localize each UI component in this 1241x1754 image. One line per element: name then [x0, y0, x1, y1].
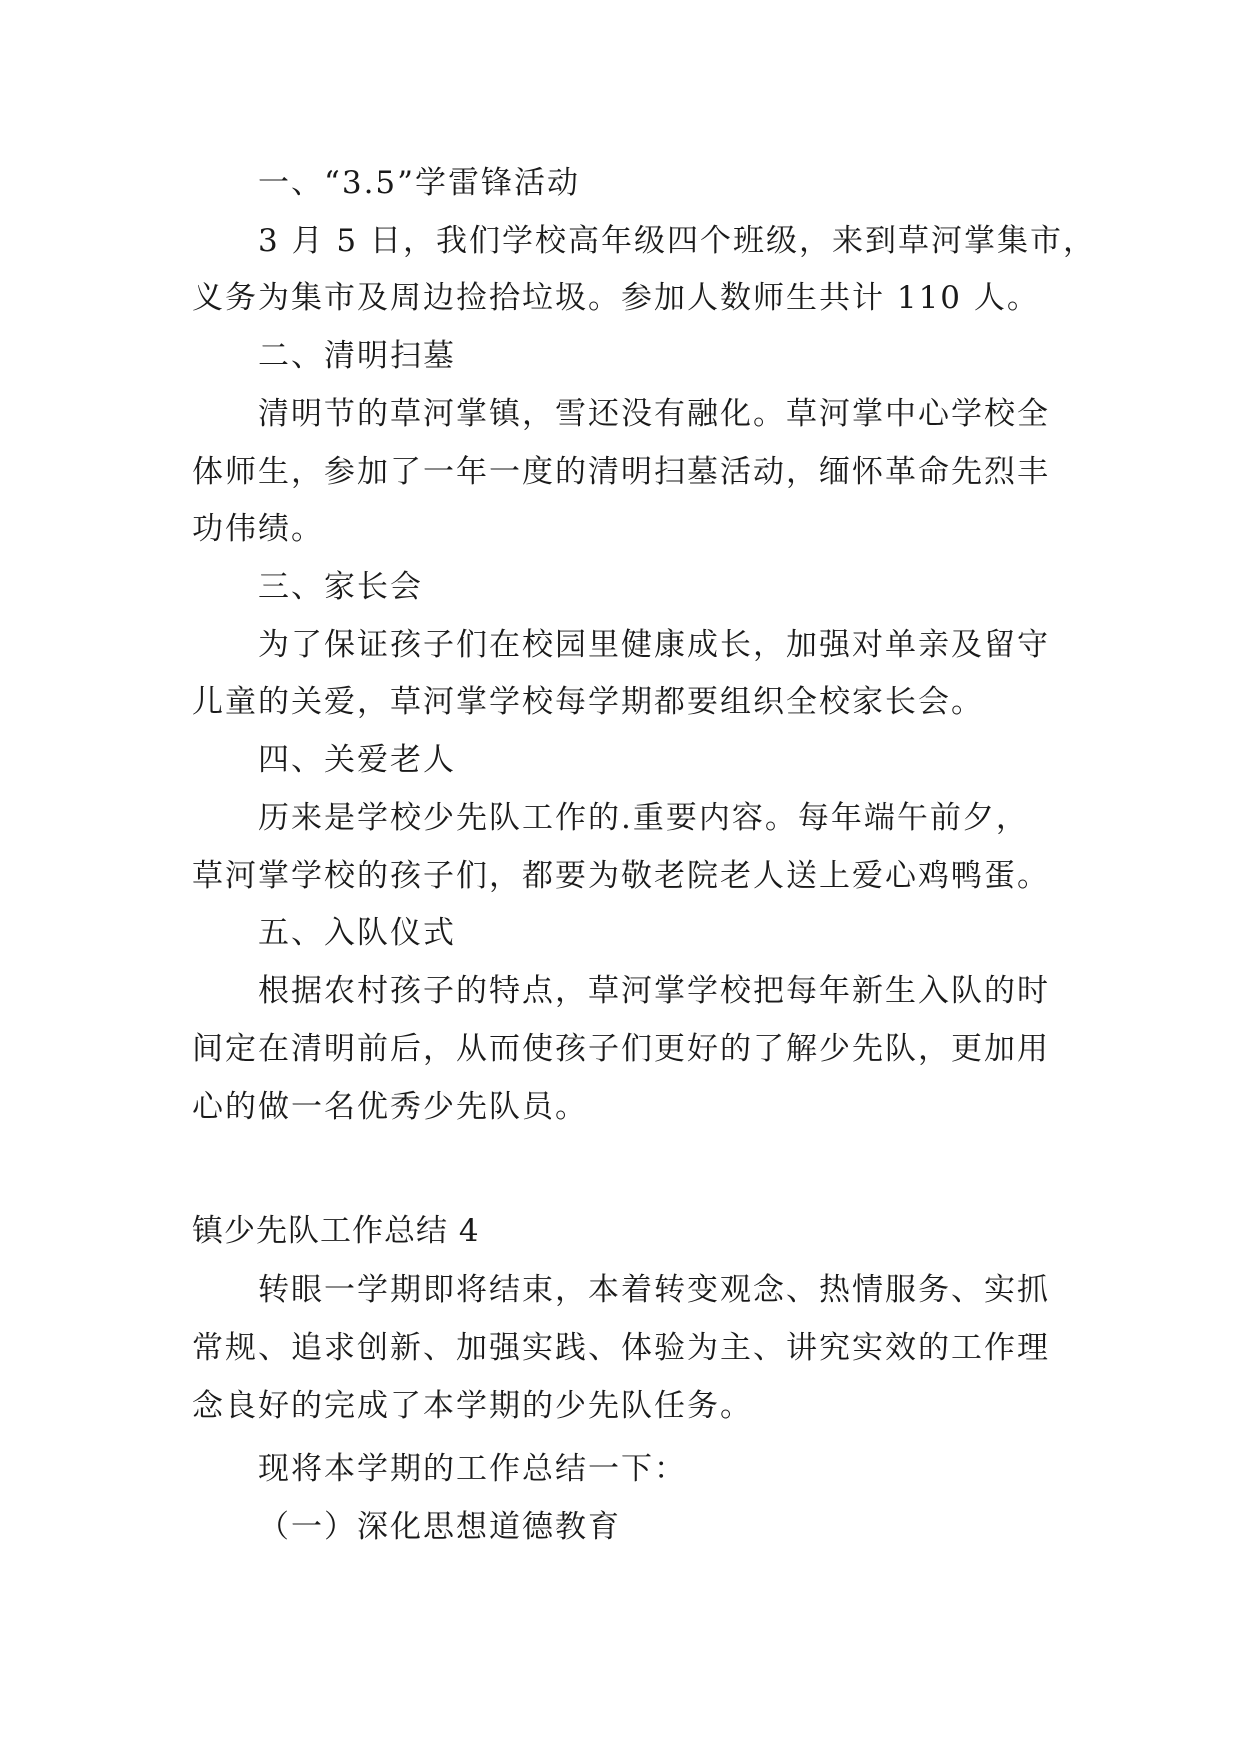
section-heading-4: 四、关爱老人 — [258, 742, 456, 778]
summary-line: 现将本学期的工作总结一下： — [258, 1451, 687, 1487]
document-title: 镇少先队工作总结 4 — [192, 1213, 480, 1249]
section-heading-2: 二、清明扫墓 — [258, 338, 456, 374]
paragraph-line: 历来是学校少先队工作的.重要内容。每年端午前夕， — [258, 800, 1029, 836]
paragraph-line: 常规、追求创新、加强实践、体验为主、讲究实效的工作理 — [192, 1330, 1050, 1366]
paragraph-line: 清明节的草河掌镇，雪还没有融化。草河掌中心学校全 — [258, 396, 1050, 432]
paragraph-line: 3 月 5 日，我们学校高年级四个班级，来到草河掌集市， — [258, 223, 1097, 259]
subsection-heading: （一）深化思想道德教育 — [258, 1509, 621, 1545]
paragraph-line: 功伟绩。 — [192, 511, 324, 547]
paragraph-line: 根据农村孩子的特点，草河掌学校把每年新生入队的时 — [258, 973, 1050, 1009]
paragraph-line: 儿童的关爱，草河掌学校每学期都要组织全校家长会。 — [192, 684, 984, 720]
paragraph-line: 念良好的完成了本学期的少先队任务。 — [192, 1388, 753, 1424]
paragraph-line: 草河掌学校的孩子们，都要为敬老院老人送上爱心鸡鸭蛋。 — [192, 858, 1050, 894]
paragraph-line: 转眼一学期即将结束，本着转变观念、热情服务、实抓 — [258, 1272, 1050, 1308]
paragraph-line: 义务为集市及周边捡拾垃圾。参加人数师生共计 110 人。 — [192, 280, 1040, 316]
paragraph-line: 为了保证孩子们在校园里健康成长，加强对单亲及留守 — [258, 627, 1050, 663]
paragraph-line: 间定在清明前后，从而使孩子们更好的了解少先队，更加用 — [192, 1031, 1050, 1067]
section-heading-3: 三、家长会 — [258, 569, 423, 605]
paragraph-line: 体师生，参加了一年一度的清明扫墓活动，缅怀革命先烈丰 — [192, 454, 1050, 490]
section-heading-5: 五、入队仪式 — [258, 915, 456, 951]
section-heading-1: 一、“3.5”学雷锋活动 — [258, 165, 580, 201]
paragraph-line: 心的做一名优秀少先队员。 — [192, 1089, 588, 1125]
